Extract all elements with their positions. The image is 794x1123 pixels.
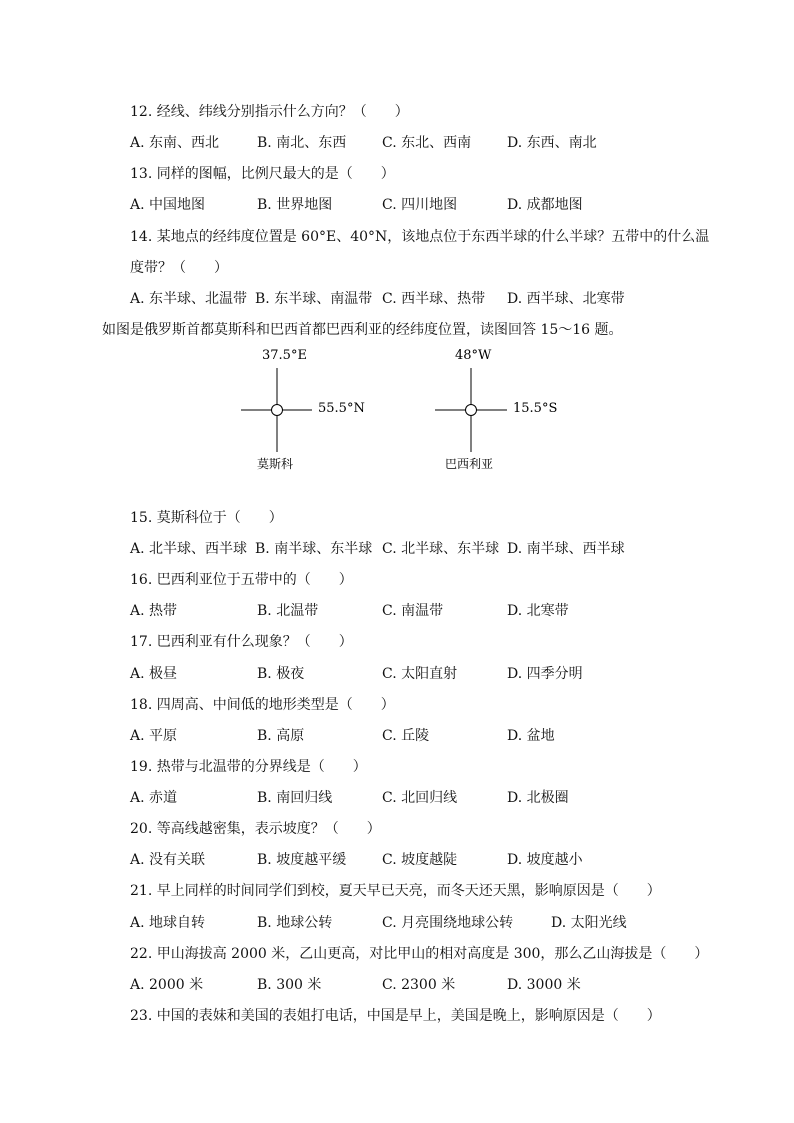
moscow-name: 莫斯科 — [257, 457, 294, 471]
question-20-stem: 20. 等高线越密集，表示坡度？（ ） — [130, 821, 381, 837]
q22-option-c[interactable]: C. 2300 米 — [382, 977, 456, 993]
q22-option-a[interactable]: A. 2000 米 — [130, 977, 204, 993]
q14-option-a[interactable]: A. 东半球、北温带 — [130, 291, 248, 307]
q18-option-c[interactable]: C. 丘陵 — [382, 728, 430, 744]
question-18-stem: 18. 四周高、中间低的地形类型是（ ） — [130, 697, 395, 713]
q20-option-b[interactable]: B. 坡度越平缓 — [257, 852, 347, 868]
question-15-stem: 15. 莫斯科位于（ ） — [130, 510, 283, 526]
q15-option-d[interactable]: D. 南半球、西半球 — [507, 541, 625, 557]
q22-option-b[interactable]: B. 300 米 — [257, 977, 322, 993]
q19-option-c[interactable]: C. 北回归线 — [382, 790, 458, 806]
q12-option-c[interactable]: C. 东北、西南 — [382, 135, 472, 151]
moscow-point — [272, 405, 283, 416]
q20-option-a[interactable]: A. 没有关联 — [130, 852, 206, 868]
question-17-stem: 17. 巴西利亚有什么现象？（ ） — [130, 634, 353, 650]
q17-option-a[interactable]: A. 极昼 — [130, 666, 178, 682]
q14-option-b[interactable]: B. 东半球、南温带 — [255, 291, 373, 307]
q21-option-b[interactable]: B. 地球公转 — [257, 915, 333, 931]
question-22-stem: 22. 甲山海拔高 2000 米，乙山更高，对比甲山的相对高度是 300，那么乙山海拔是（ ） — [130, 946, 709, 962]
question-19-stem: 19. 热带与北温带的分界线是（ ） — [130, 759, 367, 775]
q13-option-c[interactable]: C. 四川地图 — [382, 197, 458, 213]
q13-option-b[interactable]: B. 世界地图 — [257, 197, 333, 213]
question-14-stem: 14. 某地点的经纬度位置是 60°E、40°N，该地点位于东西半球的什么半球？五带中的什么温 — [130, 229, 710, 245]
question-21-stem: 21. 早上同样的时间同学们到校，夏天早已天亮，而冬天还天黑，影响原因是（ ） — [130, 883, 661, 899]
question-16-stem: 16. 巴西利亚位于五带中的（ ） — [130, 572, 353, 588]
q22-option-d[interactable]: D. 3000 米 — [507, 977, 581, 993]
question-12-stem: 12. 经线、纬线分别指示什么方向？（ ） — [130, 104, 409, 120]
q16-option-d[interactable]: D. 北寒带 — [507, 603, 569, 619]
q14-option-c[interactable]: C. 西半球、热带 — [382, 291, 486, 307]
q18-option-b[interactable]: B. 高原 — [257, 728, 305, 744]
q19-option-d[interactable]: D. 北极圈 — [507, 790, 569, 806]
figure-intro: 如图是俄罗斯首都莫斯科和巴西首都巴西利亚的经纬度位置，读图回答 15～16 题。 — [102, 322, 623, 338]
q20-option-c[interactable]: C. 坡度越陡 — [382, 852, 458, 868]
q15-option-b[interactable]: B. 南半球、东半球 — [255, 541, 373, 557]
q12-option-d[interactable]: D. 东西、南北 — [507, 135, 597, 151]
q17-option-c[interactable]: C. 太阳直射 — [382, 666, 458, 682]
q16-option-b[interactable]: B. 北温带 — [257, 603, 319, 619]
q16-option-a[interactable]: A. 热带 — [130, 603, 178, 619]
brasilia-latitude-label: 15.5°S — [513, 401, 558, 416]
moscow-longitude-label: 37.5°E — [262, 348, 307, 363]
brasilia-longitude-label: 48°W — [455, 348, 492, 363]
q15-option-a[interactable]: A. 北半球、西半球 — [130, 541, 248, 557]
q12-option-a[interactable]: A. 东南、西北 — [130, 135, 220, 151]
brasilia-name: 巴西利亚 — [445, 457, 494, 471]
question-13-stem: 13. 同样的图幅，比例尺最大的是（ ） — [130, 166, 395, 182]
q18-option-a[interactable]: A. 平原 — [130, 728, 178, 744]
q15-option-c[interactable]: C. 北半球、东半球 — [382, 541, 500, 557]
moscow-latitude-label: 55.5°N — [318, 401, 365, 416]
q17-option-b[interactable]: B. 极夜 — [257, 666, 305, 682]
q19-option-b[interactable]: B. 南回归线 — [257, 790, 333, 806]
question-23-stem: 23. 中国的表妹和美国的表姐打电话，中国是早上，美国是晚上，影响原因是（ ） — [130, 1008, 661, 1024]
q13-option-d[interactable]: D. 成都地图 — [507, 197, 583, 213]
lat-lon-figure — [230, 340, 590, 480]
q21-option-d[interactable]: D. 太阳光线 — [551, 915, 627, 931]
q17-option-d[interactable]: D. 四季分明 — [507, 666, 583, 682]
question-14-stem-cont: 度带？（ ） — [130, 260, 228, 276]
q21-option-a[interactable]: A. 地球自转 — [130, 915, 206, 931]
brasilia-point — [466, 405, 477, 416]
q20-option-d[interactable]: D. 坡度越小 — [507, 852, 583, 868]
q21-option-c[interactable]: C. 月亮围绕地球公转 — [382, 915, 514, 931]
q12-option-b[interactable]: B. 南北、东西 — [257, 135, 347, 151]
q16-option-c[interactable]: C. 南温带 — [382, 603, 444, 619]
q13-option-a[interactable]: A. 中国地图 — [130, 197, 206, 213]
q18-option-d[interactable]: D. 盆地 — [507, 728, 555, 744]
q19-option-a[interactable]: A. 赤道 — [130, 790, 178, 806]
q14-option-d[interactable]: D. 西半球、北寒带 — [507, 291, 625, 307]
